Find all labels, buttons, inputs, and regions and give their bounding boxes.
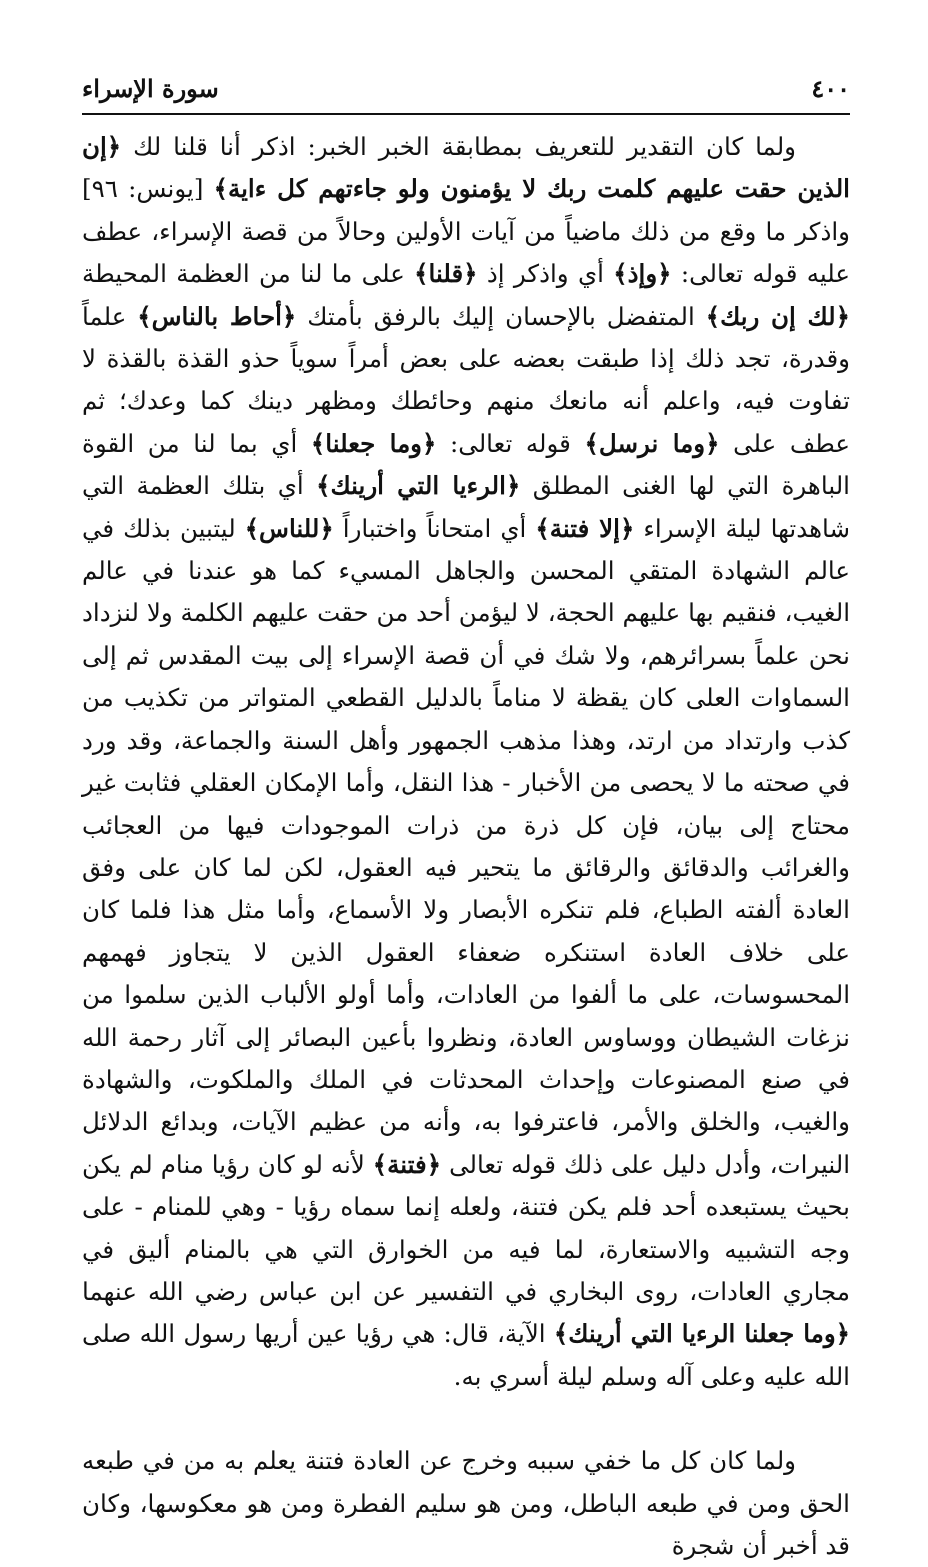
quran-quote: ﴿إن الذين حقت عليهم كلمت ربك لا يؤمنون ولو جاءتهم كل ءاية﴾ [82,132,850,204]
text-segment: المتفضل بالإحسان إليك بالرفق بأمتك [296,301,706,331]
page-body [82,126,850,1567]
quran-quote: ﴿وما جعلنا﴾ [310,428,437,458]
quran-quote: ﴿أحاط بالناس﴾ [137,301,297,331]
text-segment: أي واذكر إذ [477,259,614,289]
text-segment: قوله تعالى: [436,428,585,458]
text-segment: الآية، قال: هي رؤيا عين أريها رسول الله صلى الله عليه وعلى آله وسلم ليلة أسري به. [82,1319,850,1391]
paragraph-1 [82,126,850,1398]
text-segment: على ما لنا من العظمة المحيطة [82,259,415,289]
page-number: ٤٠٠ [811,74,850,103]
quran-quote: ﴿إلا فتنة﴾ [535,513,635,543]
quran-quote: ﴿وما نرسل﴾ [584,428,720,458]
text-segment: ولما كان التقدير للتعريف بمطابقة الخبر الخبر: اذكر أنا قلنا لك [121,132,796,161]
quran-quote: ﴿وإذ﴾ [613,259,672,289]
page-header [82,72,850,112]
header-rule [82,113,850,115]
text-segment: [يونس: ٩٦] واذكر ما وقع من ذلك ماضياً من آيات الأولين وحالاً من قصة الإسراء، عطف عليه قوله تعالى: [82,174,850,289]
text-segment: لأنه لو كان رؤيا منام لم يكن بحيث يستبعده أحد فلم يكن فتنة، ولعله إنما سماه رؤيا - وهي للمنام - على وجه التشبيه والاستعارة، لما فيه من الخوارق التي هي بالمنام أليق في مجاري العادات، روى البخاري في التفسير عن ابن عباس رضي الله عنهما [82,1149,850,1306]
quran-quote: ﴿وما جعلنا الرءيا التي أرينك﴾ [553,1319,851,1349]
quran-quote: ﴿الرءيا التي أرينك﴾ [316,471,521,501]
text-segment: ليتبين بذلك في عالم الشهادة المتقي المحسن والجاهل المسيء كما هو عندنا في عالم الغيب، فنقيم بها عليهم الحجة، لا ليؤمن أحد من حقت عليهم الكلمة ولا لنزداد نحن علماً بسرائرهم، ولا شك في أن قصة الإسراء إلى بيت المقدس ثم إلى السماوات العلى كان يقظة لا مناماً بالدليل القطعي المتواتر من تكذيب من كذب وارتداد من ارتد، وهذا مذهب الجمهور وأهل السنة والجماعة، وقد ورد في صحته ما لا يحصى من الأخبار - هذا النقل، وأما الإمكان العقلي فثابت غير محتاج إلى بيان، فإن كل ذرة من ذرات الموجودات فيها من العجائب والغرائب والدقائق والرقائق ما يتحير فيه العقول، لكن لما كان على وفق العادة ألفته الطباع، فلم تنكره الأبصار ولا الأسماع، وأما مثل هذا فلما كان على خلاف العادة استنكره ضعفاء العقول الذين لا يتجاوز فهمهم المحسوسات، على ما ألفوا من العادات، وأما أولو الألباب الذين سلموا من نزغات الشيطان ووساوس العادة، ونظروا بأعين البصائر إلى آثار رحمة الله في صنع المصنوعات وإحداث المحدثات في الملك والملكوت، والشهادة والغيب، والخلق والأمر، فاعترفوا به، وأنه من عظيم الآيات، وبدائع الدلائل النيرات، وأدل دليل على ذلك قوله تعالى [82,513,850,1179]
text-segment: أي امتحاناً واختباراً [333,513,536,543]
quran-quote: ﴿لك إن ربك﴾ [705,301,850,331]
text-segment: أي بتلك العظمة التي شاهدتها ليلة الإسراء [82,471,850,543]
text-segment: علماً وقدرة، تجد ذلك إذا طبقت بعضه على بعض أمراً سوياً حذو القذة بالقذة لا تفاوت فيه، واعلم أنه مانعك منهم وحائطك ومظهر دينك كما وعدك؛ ثم عطف على [82,301,851,458]
paragraph-2: ولما كان كل ما خفي سببه وخرج عن العادة فتنة يعلم به من في طبعه الحق ومن في طبعه الباطل، ومن هو سليم الفطرة ومن هو معكوسها، وكان قد أخبر أن شجرة [82,1446,850,1560]
text-segment: أي بما لنا من القوة الباهرة التي لها الغنى المطلق [82,428,850,501]
quran-quote: ﴿قلنا﴾ [414,259,478,289]
quran-quote: ﴿للناس﴾ [244,513,334,543]
surah-title: سورة الإسراء [82,74,219,103]
quran-quote: ﴿فتنة﴾ [372,1149,442,1179]
